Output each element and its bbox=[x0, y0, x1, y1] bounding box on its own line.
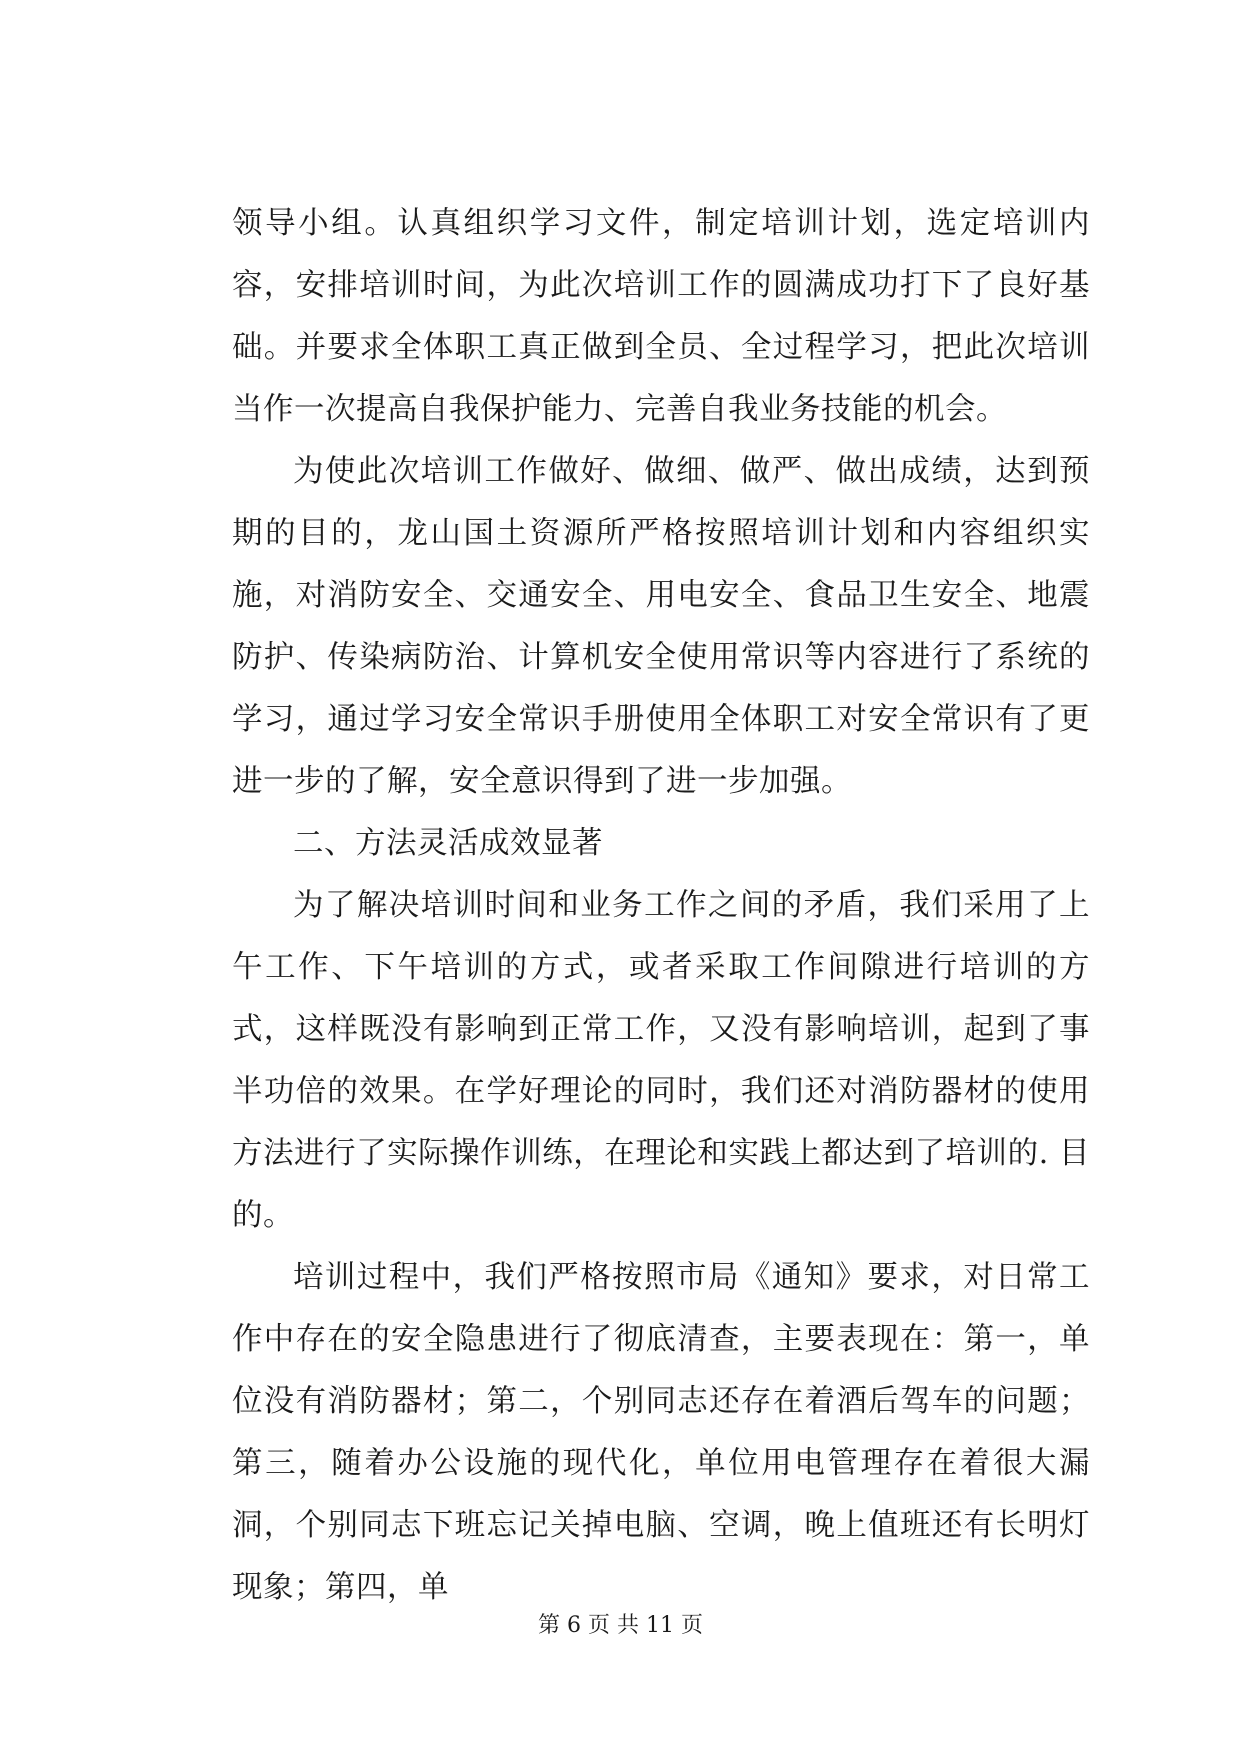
paragraph-1: 领导小组。认真组织学习文件，制定培训计划，选定培训内容，安排培训时间，为此次培训工作的圆满成功打下了良好基础。并要求全体职工真正做到全员、全过程学习，把此次培训当作一次提高自我保护能力、完善自我业务技能的机会。 bbox=[232, 206, 1090, 427]
section-heading: 二、方法灵活成效显著 bbox=[293, 826, 603, 861]
paragraph-3: 为了解决培训时间和业务工作之间的矛盾，我们采用了上午工作、下午培训的方式，或者采取工作间隙进行培训的方式，这样既没有影响到正常工作，又没有影响培训，起到了事半功倍的效果。在学好理论的同时，我们还对消防器材的使用方法进行了实际操作训练，在理论和实践上都达到了培训的. 目的。 bbox=[232, 888, 1090, 1233]
document-body bbox=[232, 193, 1090, 1619]
paragraph-4: 培训过程中，我们严格按照市局《通知》要求，对日常工作中存在的安全隐患进行了彻底清查，主要表现在：第一，单位没有消防器材；第二，个别同志还存在着酒后驾车的问题；第三，随着办公设施的现代化，单位用电管理存在着很大漏洞，个别同志下班忘记关掉电脑、空调，晚上值班还有长明灯现象；第四，单 bbox=[232, 1260, 1090, 1605]
page-number: 第 6 页 共 11 页 bbox=[538, 1613, 703, 1638]
page-footer bbox=[0, 1608, 1241, 1639]
paragraph-2: 为使此次培训工作做好、做细、做严、做出成绩，达到预期的目的，龙山国土资源所严格按照培训计划和内容组织实施，对消防安全、交通安全、用电安全、食品卫生安全、地震防护、传染病防治、计算机安全使用常识等内容进行了系统的学习，通过学习安全常识手册使用全体职工对安全常识有了更进一步的了解，安全意识得到了进一步加强。 bbox=[232, 454, 1090, 799]
